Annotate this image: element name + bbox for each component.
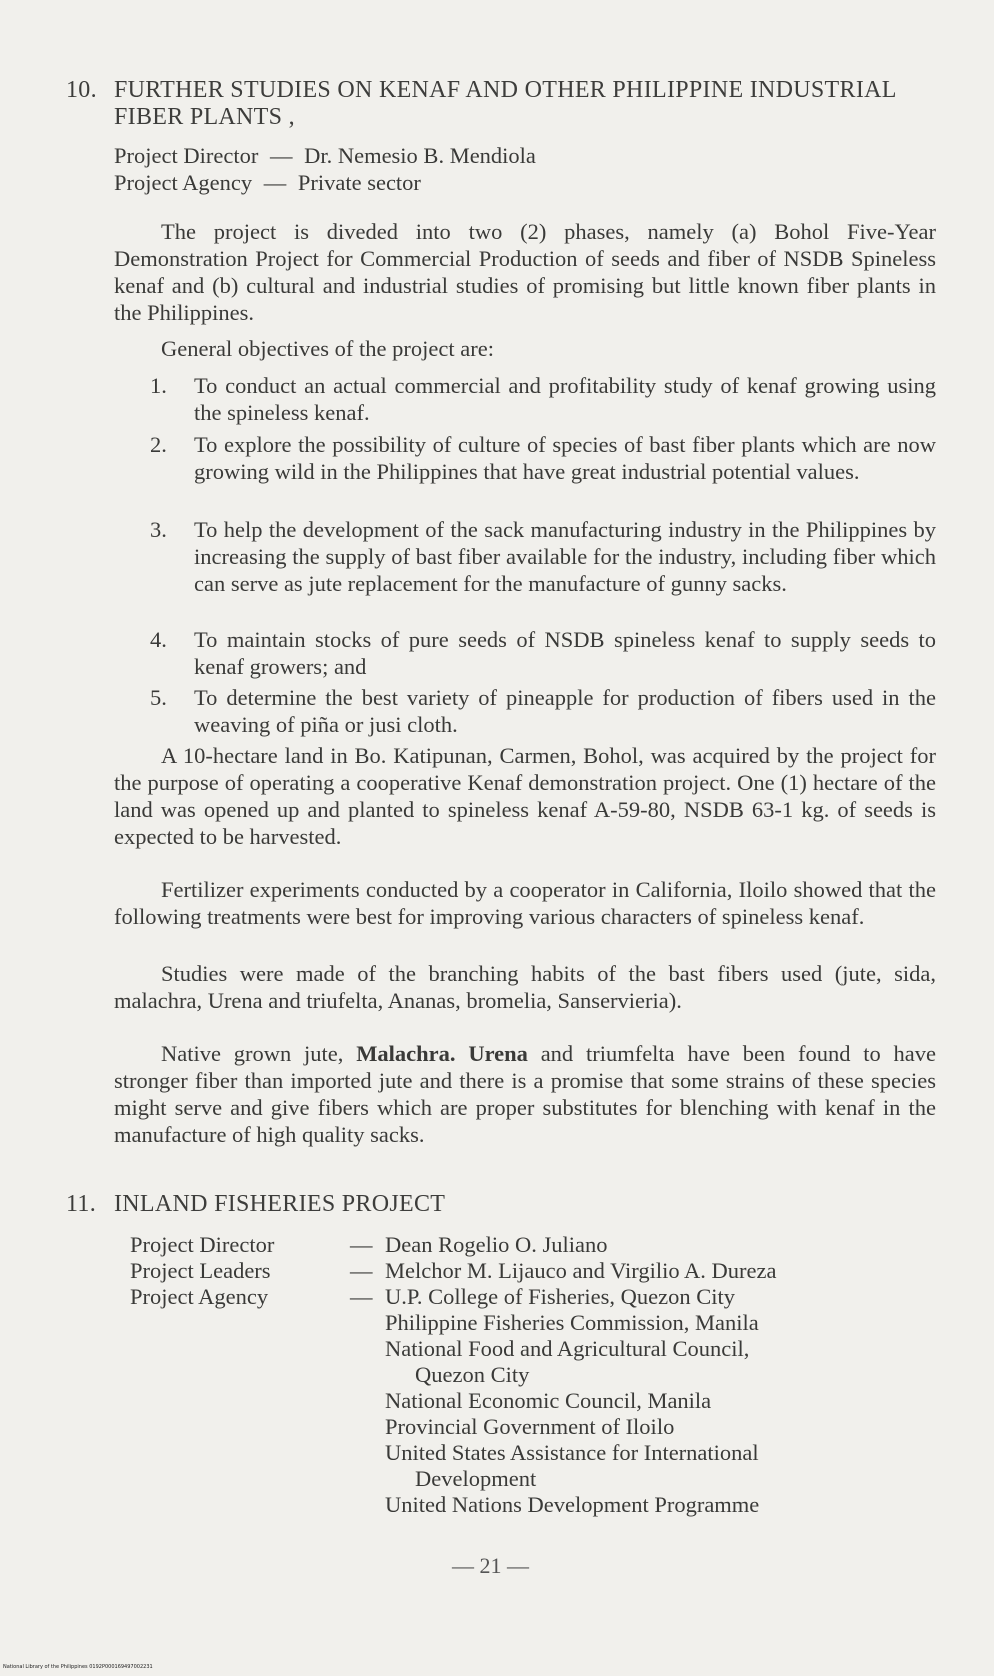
item-number: 5.: [150, 685, 167, 710]
objective-item: [150, 626, 936, 680]
item-number: 4.: [150, 627, 167, 652]
agency-item: United States Assistance for International: [385, 1440, 759, 1465]
agency-item: U.P. College of Fisheries, Quezon City: [385, 1284, 735, 1309]
agency-item: Philippine Fisheries Commission, Manila: [385, 1310, 759, 1335]
agency-item: United Nations Development Programme: [385, 1492, 760, 1517]
item-text: To conduct an actual commercial and profitability study of kenaf growing using the spineless kenaf.: [194, 373, 936, 425]
dash: —: [350, 1232, 373, 1257]
section-number: 10.: [66, 77, 97, 103]
native-text-2: and triumfelta have been found to have stronger fiber than imported jute and there is a promise that some strains of these species might serve and give fibers which are proper substitutes for blenching with kenaf in the manufacture of high quality sacks.: [114, 1041, 936, 1147]
dash: —: [350, 1284, 373, 1309]
director-value: Dr. Nemesio B. Mendiola: [304, 143, 536, 168]
leaders-label: Project Leaders: [130, 1258, 271, 1283]
objective-item: [150, 431, 936, 485]
agency-item: National Economic Council, Manila: [385, 1388, 712, 1413]
dash: —: [350, 1258, 373, 1283]
director-value: Dean Rogelio O. Juliano: [385, 1232, 608, 1257]
project-agency-row: [114, 169, 421, 196]
agency-value: Private sector: [297, 170, 421, 195]
item-text: To maintain stocks of pure seeds of NSDB spineless kenaf to supply seeds to kenaf growers; and: [194, 627, 936, 679]
item-number: 3.: [150, 517, 167, 542]
item-text: To explore the possibility of culture of species of bast fiber plants which are now growing wild in the Philippines that have great industrial potential values.: [194, 432, 936, 484]
leaders-value: Melchor M. Lijauco and Virgilio A. Dureza: [385, 1258, 777, 1283]
land-paragraph: A 10-hectare land in Bo. Katipunan, Carmen, Bohol, was acquired by the project for the purpose of operating a cooperative Kenaf demonstration project. One (1) hectare of the land was opened up and planted to spineless kenaf A-59-80, NSDB 63-1 kg. of seeds is expected to be harvested.: [114, 743, 936, 849]
native-jute-paragraph: [114, 1040, 936, 1148]
fertilizer-paragraph: Fertilizer experiments conducted by a cooperator in California, Iloilo showed that the following treatments were best for improving various characters of spineless kenaf.: [114, 877, 936, 929]
item-number: 1.: [150, 373, 167, 398]
agency-item: Provincial Government of Iloilo: [385, 1414, 675, 1439]
director-label: Project Director: [114, 143, 259, 168]
agency-label: Project Agency: [130, 1284, 269, 1309]
native-bold-species: Malachra. Urena: [356, 1041, 528, 1066]
dash: —: [263, 170, 287, 195]
item-number: 2.: [150, 432, 167, 457]
footer-stamp: National Library of the Philippines 0192P000169497002231: [3, 1664, 153, 1670]
objective-item: [150, 516, 936, 597]
intro-paragraph: The project is diveded into two (2) phases, namely (a) Bohol Five-Year Demonstration Project for Commercial Production of seeds and fiber of NSDB Spineless kenaf and (b) cultural and industrial studies of promising but little known fiber plants in the Philippines.: [114, 219, 936, 325]
studies-paragraph: Studies were made of the branching habits of the bast fibers used (jute, sida, malachra, Urena and triufelta, Ananas, bromelia, Sanservieria).: [114, 961, 936, 1013]
native-text-1: Native grown jute,: [161, 1041, 357, 1066]
objective-item: [150, 684, 936, 738]
agency-item-continuation: Development: [415, 1466, 537, 1491]
objectives-heading: General objectives of the project are:: [161, 336, 494, 361]
item-text: To determine the best variety of pineapple for production of fibers used in the weaving of piña or jusi cloth.: [194, 685, 936, 737]
dash: —: [269, 143, 293, 168]
section-number: 11.: [66, 1191, 97, 1217]
agency-label: Project Agency: [114, 170, 253, 195]
section-heading: FURTHER STUDIES ON KENAF AND OTHER PHILIPPINE INDUSTRIAL FIBER PLANTS ,: [114, 77, 896, 130]
director-label: Project Director: [130, 1232, 275, 1257]
item-text: To help the development of the sack manufacturing industry in the Philippines by increasing the supply of bast fiber available for the industry, including fiber which can serve as jute replacement for the manufacture of gunny sacks.: [194, 517, 936, 596]
agency-item-continuation: Quezon City: [415, 1362, 530, 1387]
agency-item: National Food and Agricultural Council,: [385, 1336, 750, 1361]
section-heading: INLAND FISHERIES PROJECT: [114, 1191, 446, 1217]
page-number: — 21 —: [452, 1553, 529, 1578]
objective-item: [150, 372, 936, 426]
project-director-row: [114, 142, 536, 169]
